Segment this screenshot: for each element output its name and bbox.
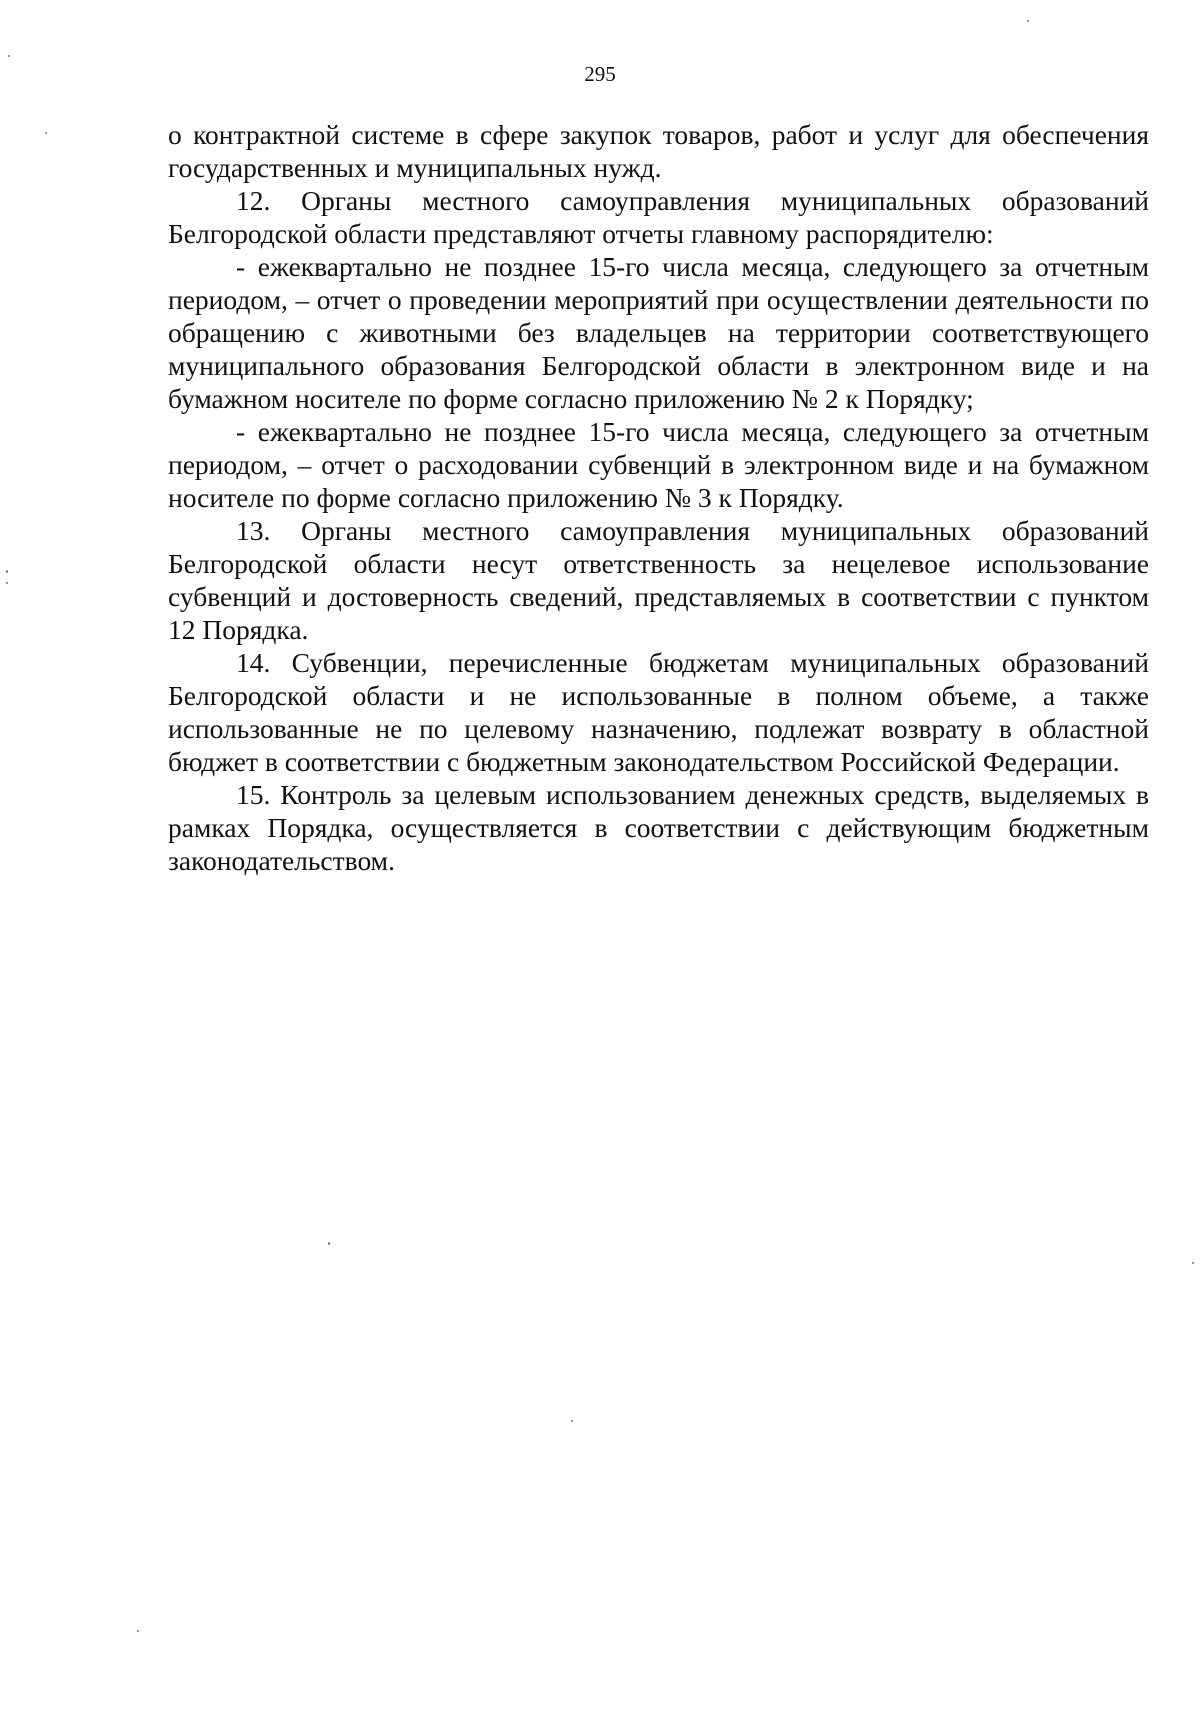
paragraph-item-13: 13. Органы местного самоуправления муниципальных образований Белгородской области несут ответственность за нецелевое использование субвенций и достоверность сведений, представляемых в соответствии с пунктом 12 Порядка. [168,515,1149,645]
paragraph-item-15: 15. Контроль за целевым использованием денежных средств, выделяемых в рамках Порядка, осуществляется в соответствии с действующим бюджетным законодательством. [168,779,1149,876]
scan-speck [328,1242,330,1245]
scan-speck [1192,1262,1194,1264]
scan-speck [6,582,8,584]
paragraph-continuation: о контрактной системе в сфере закупок товаров, работ и услуг для обеспечения государственных и муниципальных нужд. [168,119,1149,183]
scan-speck [8,55,10,57]
scan-speck [6,570,8,573]
scan-speck [571,1420,573,1422]
paragraph-item-12-dash-1: - ежеквартально не позднее 15-го числа месяца, следующего за отчетным периодом, – отчет о проведении мероприятий при осуществлении деятельности по обращению с животными без владельцев на территории соответствующего муниципального образования Белгородской области в электронном виде и на бумажном носителе по форме согласно приложению № 2 к Порядку; [168,251,1149,414]
scan-speck [45,132,47,134]
paragraph-item-12-dash-2: - ежеквартально не позднее 15-го числа месяца, следующего за отчетным периодом, – отчет о расходовании субвенций в электронном виде и на бумажном носителе по форме согласно приложению № 3 к Порядку. [168,416,1149,513]
scan-speck [1027,20,1029,22]
paragraph-item-12: 12. Органы местного самоуправления муниципальных образований Белгородской области представляют отчеты главному распорядителю: [168,185,1149,249]
document-body [168,118,1149,877]
scan-speck [137,1630,139,1632]
page-number: 295 [584,62,616,86]
paragraph-item-14: 14. Субвенции, перечисленные бюджетам муниципальных образований Белгородской области и не использованные в полном объеме, а также использованные не по целевому назначению, подлежат возврату в областной бюджет в соответствии с бюджетным законодательством Российской Федерации. [168,647,1149,777]
